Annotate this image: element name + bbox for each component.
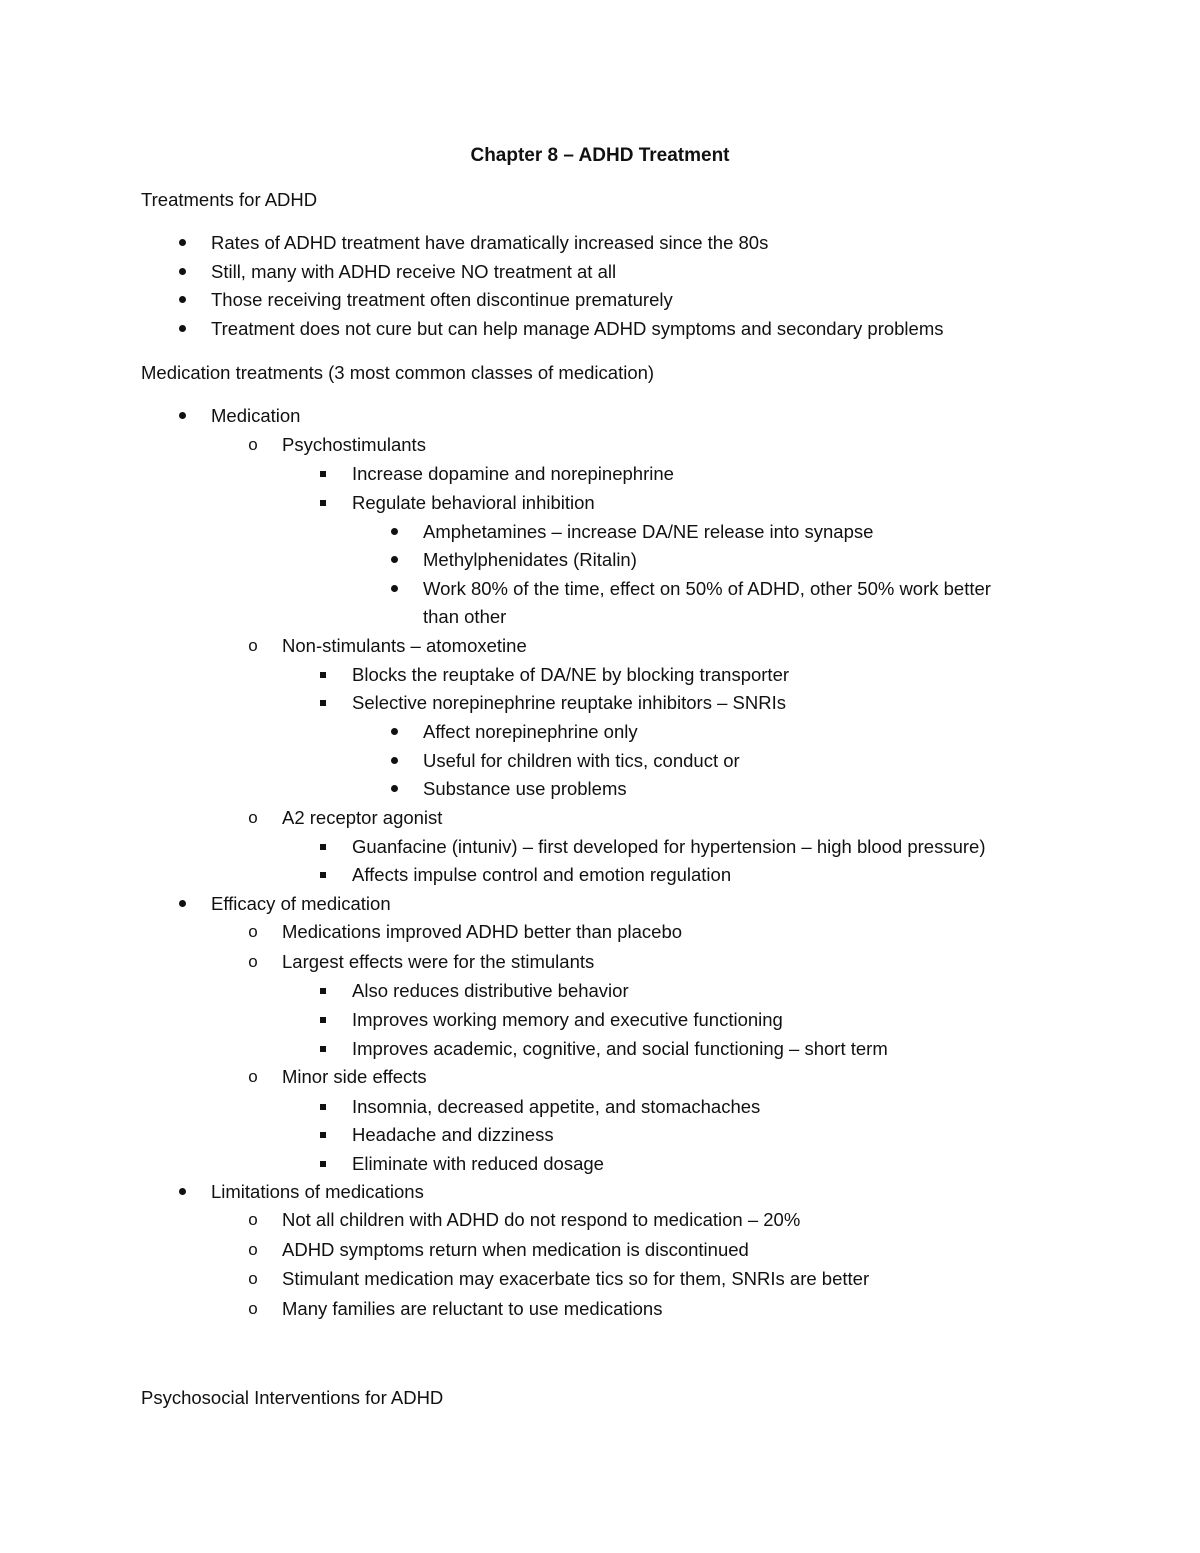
list-item: Increase dopamine and norepinephrine bbox=[352, 461, 674, 487]
list-item: Those receiving treatment often discontinue prematurely bbox=[211, 287, 673, 313]
list-item: Improves academic, cognitive, and social functioning – short term bbox=[352, 1036, 888, 1062]
bullet-dot-icon bbox=[179, 412, 186, 419]
bullet-square-icon bbox=[320, 672, 326, 678]
bullet-dot-icon bbox=[179, 239, 186, 246]
bullet-circle-icon: o bbox=[248, 1240, 258, 1259]
bullet-circle-icon: o bbox=[248, 1269, 258, 1288]
bullet-dot-icon bbox=[391, 585, 398, 592]
bullet-dot-icon bbox=[179, 268, 186, 275]
list-item: Improves working memory and executive functioning bbox=[352, 1007, 783, 1033]
bullet-square-icon bbox=[320, 1017, 326, 1023]
list-item: o A2 receptor agonist bbox=[282, 805, 442, 831]
bullet-square-icon bbox=[320, 844, 326, 850]
list-item: Guanfacine (intuniv) – first developed for hypertension – high blood pressure) bbox=[352, 834, 985, 860]
list-item: Eliminate with reduced dosage bbox=[352, 1151, 604, 1177]
list-item: Amphetamines – increase DA/NE release into synapse bbox=[423, 519, 873, 545]
list-item: Substance use problems bbox=[423, 776, 627, 802]
bullet-dot-icon bbox=[179, 900, 186, 907]
list-item: Useful for children with tics, conduct or bbox=[423, 748, 740, 774]
list-item: Affect norepinephrine only bbox=[423, 719, 638, 745]
list-item: Treatment does not cure but can help manage ADHD symptoms and secondary problems bbox=[211, 316, 944, 342]
list-item: Work 80% of the time, effect on 50% of ADHD, other 50% work better bbox=[423, 576, 991, 602]
list-item: Efficacy of medication bbox=[211, 891, 391, 917]
bullet-dot-icon bbox=[391, 528, 398, 535]
list-item: Regulate behavioral inhibition bbox=[352, 490, 595, 516]
section-heading-medication: Medication treatments (3 most common classes of medication) bbox=[141, 362, 655, 383]
list-item: Headache and dizziness bbox=[352, 1122, 554, 1148]
bullet-circle-icon: o bbox=[248, 952, 258, 971]
bullet-dot-icon bbox=[179, 325, 186, 332]
list-item: Also reduces distributive behavior bbox=[352, 978, 629, 1004]
list-item: o Medications improved ADHD better than placebo bbox=[282, 919, 682, 945]
section-heading-treatments: Treatments for ADHD bbox=[141, 189, 318, 210]
list-item: Insomnia, decreased appetite, and stomachaches bbox=[352, 1094, 760, 1120]
bullet-square-icon bbox=[320, 700, 326, 706]
list-item: Limitations of medications bbox=[211, 1179, 424, 1205]
list-item: o ADHD symptoms return when medication is discontinued bbox=[282, 1237, 749, 1263]
list-item: o Non-stimulants – atomoxetine bbox=[282, 633, 527, 659]
page-title: Chapter 8 – ADHD Treatment bbox=[470, 145, 730, 166]
list-item: o Many families are reluctant to use medications bbox=[282, 1296, 662, 1322]
bullet-circle-icon: o bbox=[248, 1299, 258, 1318]
list-item-continuation: than other bbox=[423, 606, 507, 627]
bullet-circle-icon: o bbox=[248, 808, 258, 827]
bullet-dot-icon bbox=[391, 757, 398, 764]
bullet-dot-icon bbox=[179, 1188, 186, 1195]
bullet-circle-icon: o bbox=[248, 435, 258, 454]
bullet-circle-icon: o bbox=[248, 1210, 258, 1229]
bullet-square-icon bbox=[320, 872, 326, 878]
list-item: o Largest effects were for the stimulants bbox=[282, 949, 594, 975]
list-item: Rates of ADHD treatment have dramatically increased since the 80s bbox=[211, 230, 768, 256]
bullet-square-icon bbox=[320, 1132, 326, 1138]
list-item: Methylphenidates (Ritalin) bbox=[423, 547, 637, 573]
section-heading-psychosocial: Psychosocial Interventions for ADHD bbox=[141, 1387, 444, 1408]
bullet-circle-icon: o bbox=[248, 1067, 258, 1086]
bullet-dot-icon bbox=[391, 728, 398, 735]
bullet-dot-icon bbox=[391, 556, 398, 563]
bullet-dot-icon bbox=[179, 296, 186, 303]
bullet-dot-icon bbox=[391, 785, 398, 792]
list-item: Affects impulse control and emotion regulation bbox=[352, 862, 731, 888]
list-item: o Not all children with ADHD do not respond to medication – 20% bbox=[282, 1207, 800, 1233]
bullet-square-icon bbox=[320, 500, 326, 506]
list-item: Still, many with ADHD receive NO treatment at all bbox=[211, 259, 616, 285]
list-item: o Psychostimulants bbox=[282, 432, 426, 458]
list-item: o Minor side effects bbox=[282, 1064, 427, 1090]
bullet-square-icon bbox=[320, 1104, 326, 1110]
bullet-square-icon bbox=[320, 1161, 326, 1167]
list-item: Blocks the reuptake of DA/NE by blocking transporter bbox=[352, 662, 789, 688]
bullet-square-icon bbox=[320, 1046, 326, 1052]
bullet-square-icon bbox=[320, 471, 326, 477]
bullet-square-icon bbox=[320, 988, 326, 994]
bullet-circle-icon: o bbox=[248, 636, 258, 655]
bullet-circle-icon: o bbox=[248, 922, 258, 941]
list-item: Medication bbox=[211, 403, 300, 429]
list-item: o Stimulant medication may exacerbate tics so for them, SNRIs are better bbox=[282, 1266, 869, 1292]
list-item: Selective norepinephrine reuptake inhibitors – SNRIs bbox=[352, 690, 786, 716]
